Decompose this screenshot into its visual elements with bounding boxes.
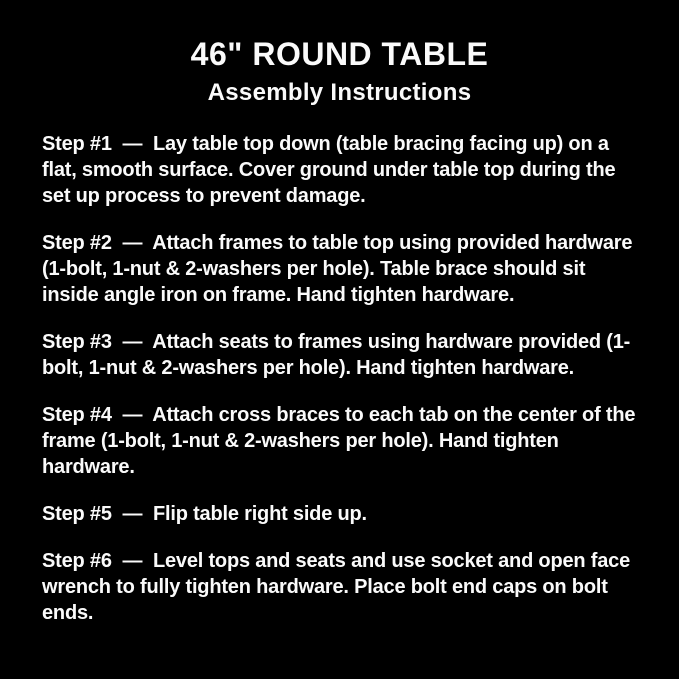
step-4: Step #4 — Attach cross braces to each tab on the center of the frame (1-bolt, 1-nut & 2-washers per hole). Hand tighten hardware. bbox=[42, 404, 641, 478]
page-subtitle: Assembly Instructions bbox=[207, 79, 472, 106]
step-3: Step #3 — Attach seats to frames using hardware provided (1-bolt, 1-nut & 2-washers per hole). Hand tighten hardware. bbox=[42, 331, 631, 379]
page-title: 46" ROUND TABLE bbox=[190, 36, 489, 72]
step-6: Step #6 — Level tops and seats and use socket and open face wrench to fully tighten hardware. Place bolt end caps on bolt ends. bbox=[42, 550, 636, 624]
step-5: Step #5 — Flip table right side up. bbox=[42, 503, 367, 525]
steps-list bbox=[0, 107, 679, 626]
step-2: Step #2 — Attach frames to table top using provided hardware (1-bolt, 1-nut & 2-washers per hole). Table brace should sit inside angle iron on frame. Hand tighten hardware. bbox=[42, 232, 638, 306]
step-1: Step #1 — Lay table top down (table bracing facing up) on a flat, smooth surface. Cover ground under table top during the set up process to prevent damage. bbox=[42, 133, 621, 207]
